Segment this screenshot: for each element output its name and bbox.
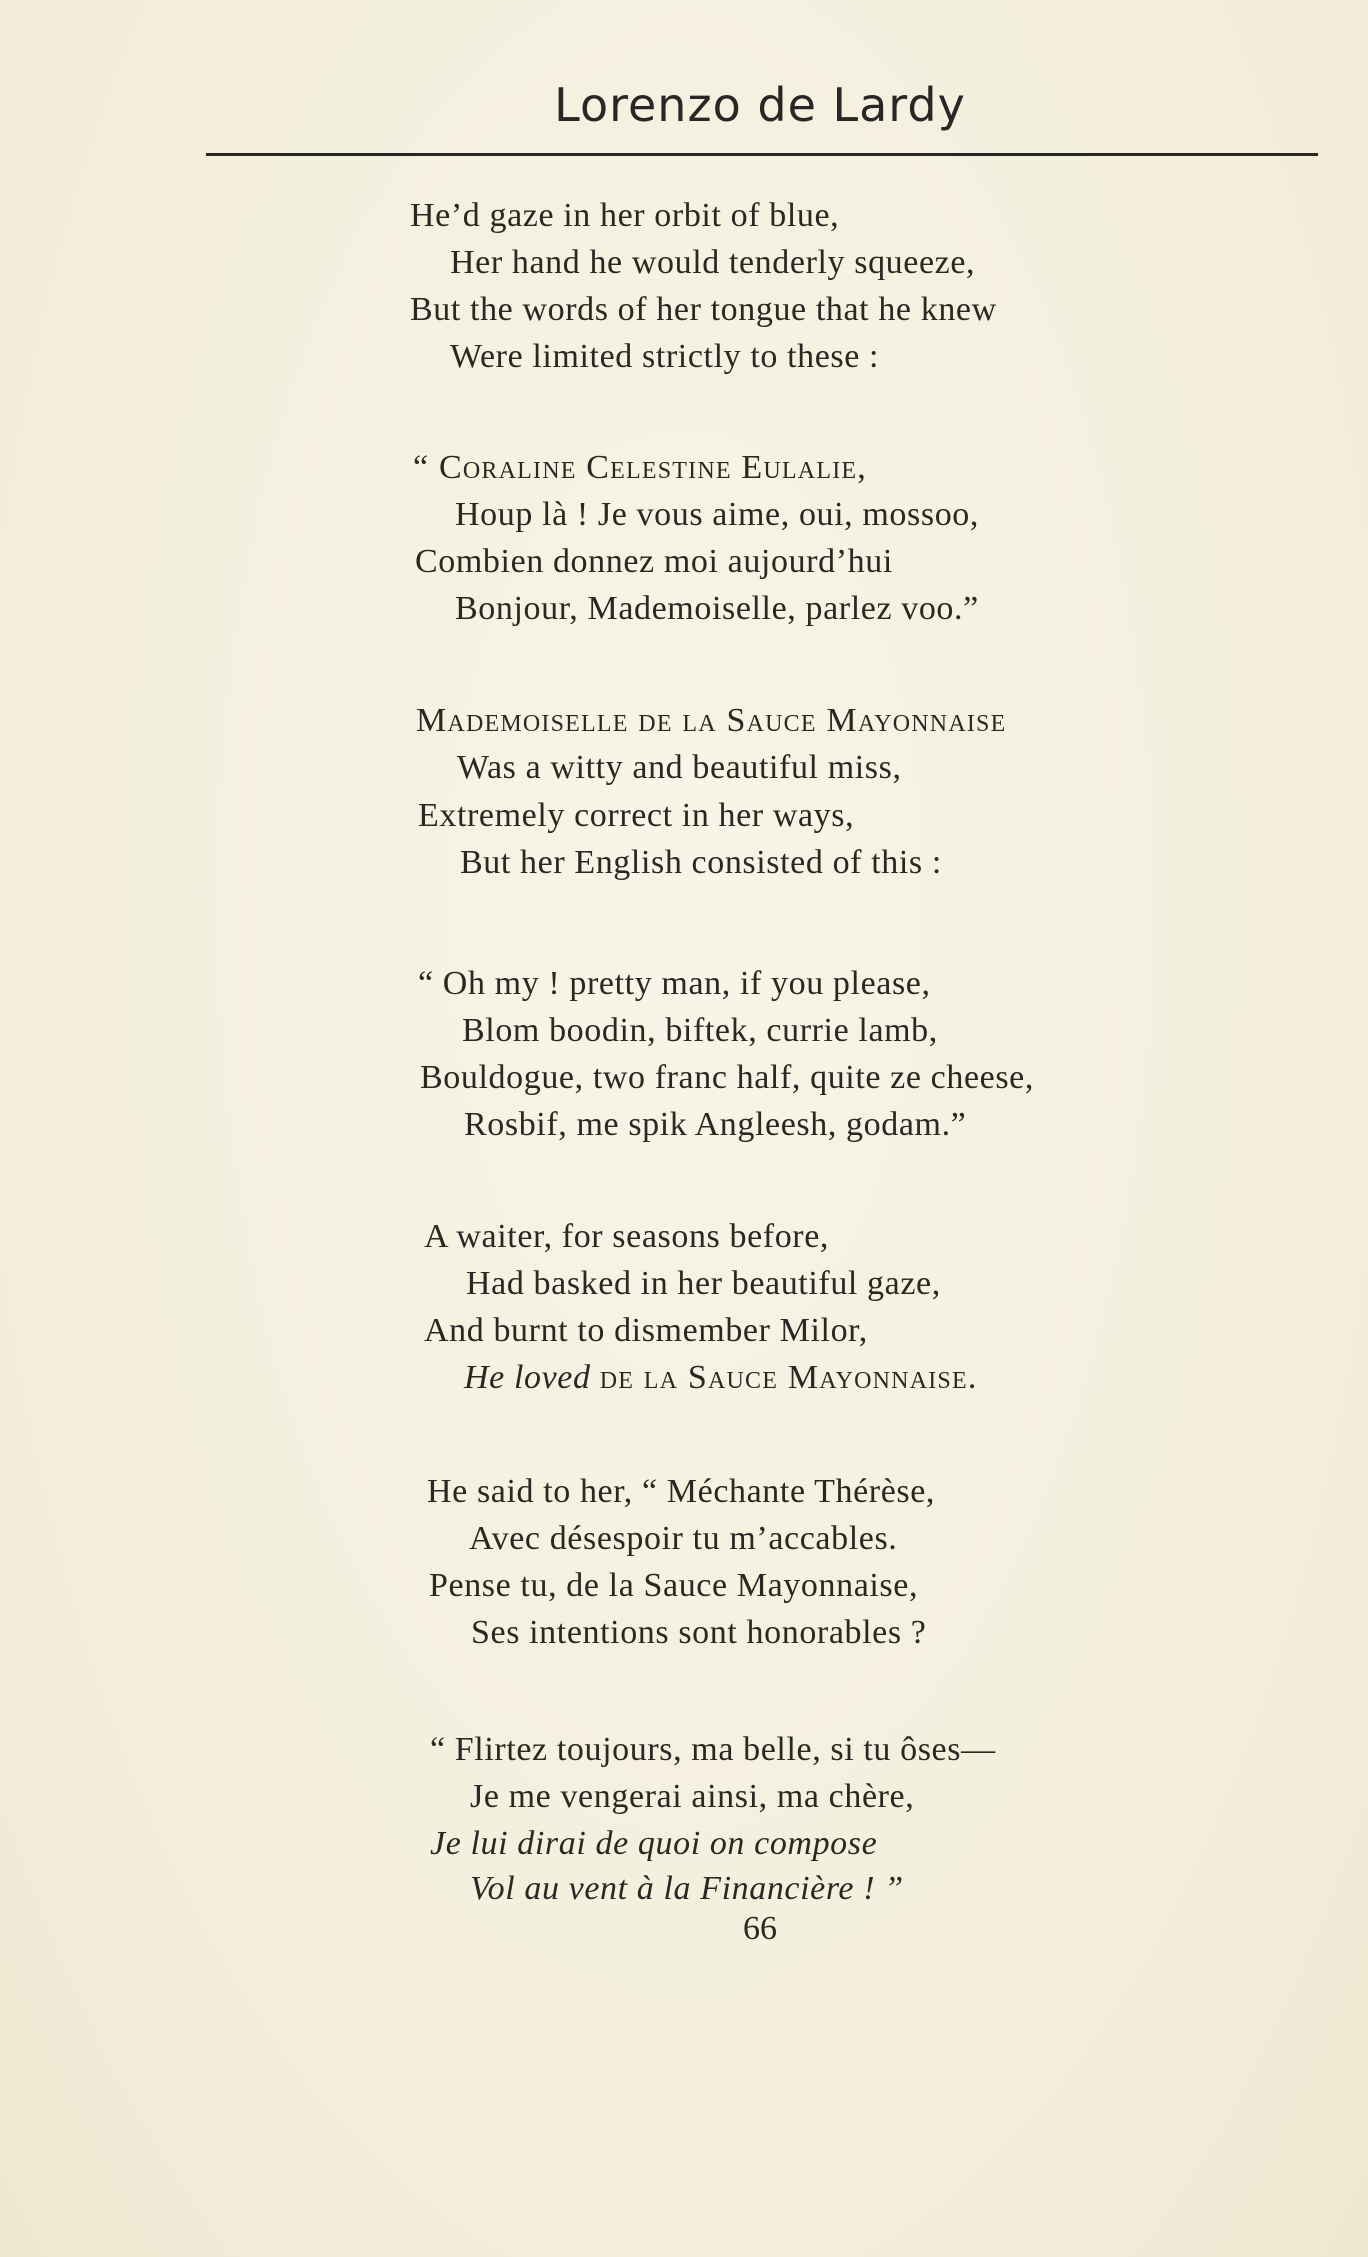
poem-line: Pense tu, de la Sauce Mayonnaise, [429,1567,919,1604]
poem-line: Her hand he would tenderly squeeze, [450,244,976,281]
poem-line: He said to her, “ Méchante Thérèse, [427,1473,936,1510]
poem-line: “ Oh my ! pretty man, if you please, [418,965,931,1002]
poem-line: Extremely correct in her ways, [418,797,855,834]
poem-line [464,1358,978,1398]
poem-line: Je lui dirai de quoi on compose [430,1825,878,1862]
poem-line: Bouldogue, two franc half, quite ze cheese, [420,1059,1034,1096]
poem-line: Ses intentions sont honorables ? [471,1614,927,1651]
poem-line: A waiter, for seasons before, [424,1218,830,1255]
poem-line: Mademoiselle de la Sauce Mayonnaise [416,702,1007,739]
poem-line: Vol au vent à la Financière ! ” [470,1870,904,1907]
poem-line: “ Flirtez toujours, ma belle, si tu ôses— [430,1731,996,1768]
poem-line: Combien donnez moi aujourd’hui [415,543,893,580]
poem-line: But her English consisted of this : [460,844,942,881]
poem-line: He’d gaze in her orbit of blue, [410,197,840,234]
poem-line: Bonjour, Mademoiselle, parlez voo.” [455,590,979,627]
poem-line: Avec désespoir tu m’accables. [469,1520,898,1557]
page-number: 66 [743,1910,777,1947]
poem-line: Je me vengerai ainsi, ma chère, [470,1778,915,1815]
poem-line: Blom boodin, biftek, currie lamb, [462,1012,938,1049]
poem-line: But the words of her tongue that he knew [410,291,997,328]
small-caps-phrase: de la Sauce Mayonnaise. [599,1359,978,1396]
running-head: Lorenzo de Lardy [554,78,966,132]
poem-line: And burnt to dismember Milor, [424,1312,868,1349]
poem-line: Had basked in her beautiful gaze, [466,1265,941,1302]
italic-phrase: He loved [464,1359,600,1396]
poem-line: Rosbif, me spik Angleesh, godam.” [464,1106,967,1143]
poem-line: “ Coraline Celestine Eulalie, [413,449,867,486]
poem-line: Was a witty and beautiful miss, [457,749,902,786]
poem-line: Houp là ! Je vous aime, oui, mossoo, [455,496,979,533]
poem-line: Were limited strictly to these : [450,338,880,375]
